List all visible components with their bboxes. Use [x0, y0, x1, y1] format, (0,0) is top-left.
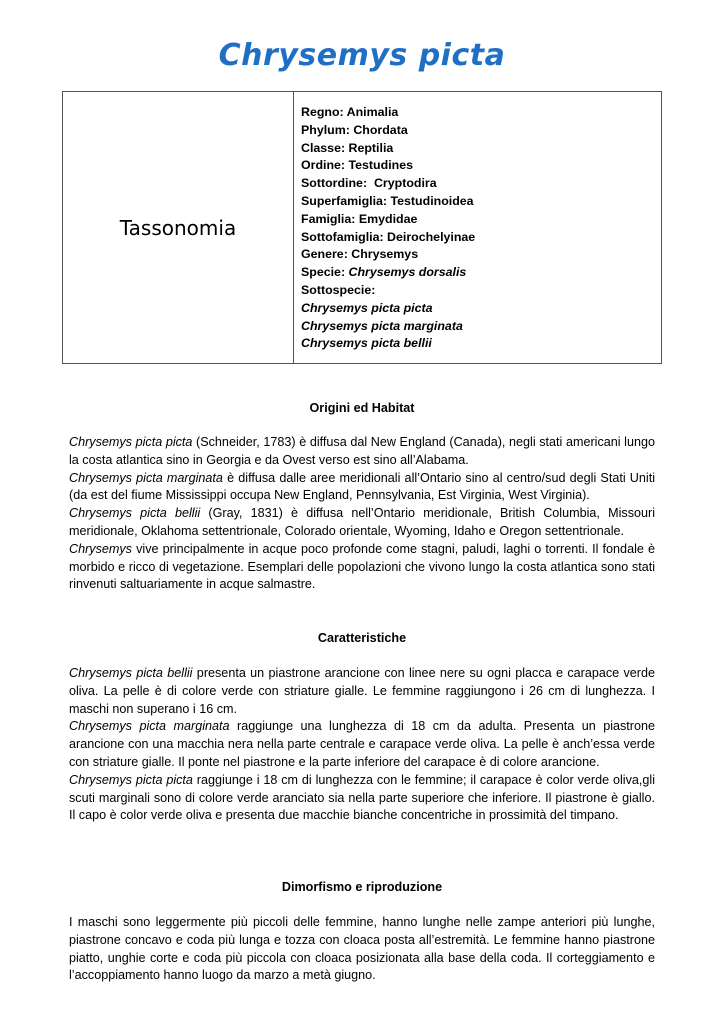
subspecies-2-name: Chrysemys picta marginata	[301, 318, 463, 333]
caratteristiche-paragraph-2	[69, 718, 655, 771]
caratteristiche-paragraph-1	[69, 665, 655, 718]
taxonomy-heading: Tassonomia	[119, 215, 237, 240]
document-title: Chrysemys picta	[218, 38, 506, 73]
taxonomy-specie-label: Specie:	[301, 265, 349, 280]
taxonomy-sottordine: Sottordine: Cryptodira	[301, 176, 437, 191]
taxonomy-sottospecie: Sottospecie:	[301, 282, 376, 297]
caratteristiche-p1-text: presenta un piastrone arancione con linee nere su ogni placca e carapace verde oliva. La pelle è di colore verde con striature gialle. Le femmine raggiungono i 26 cm di lunghezza. I maschi non superano i 16 cm.	[69, 666, 655, 716]
section-caratteristiche	[69, 665, 655, 825]
taxonomy-famiglia: Famiglia: Emydidae	[301, 211, 418, 226]
origini-paragraph-4	[69, 541, 655, 594]
caratteristiche-p3-name: Chrysemys picta picta	[69, 772, 193, 787]
origini-p4-name: Chrysemys	[69, 541, 132, 556]
taxonomy-superfamiglia: Superfamiglia: Testudinoidea	[301, 193, 474, 208]
taxonomy-specie	[301, 264, 475, 282]
origini-paragraph-1	[69, 434, 655, 470]
origini-p3-name: Chrysemys picta bellii	[69, 506, 201, 521]
section-origini	[69, 434, 655, 594]
taxonomy-regno: Regno: Animalia	[301, 105, 399, 119]
caratteristiche-paragraph-3	[69, 772, 655, 825]
subspecies-3-name: Chrysemys picta bellii	[301, 336, 432, 351]
origini-p2-text: è diffusa dalle aree meridionali all’Ontario sino al centro/sud degli Stati Uniti (da est del fiume Mississippi occupa New England, Pennsylvania, Est Virginia, West Virginia).	[69, 470, 656, 503]
taxonomy-ordine: Ordine: Testudines	[301, 158, 413, 173]
origini-p4-text: vive principalmente in acque poco profonde come stagni, paludi, laghi o torrenti. Il fondale è morbido e ricco di vegetazione. Esemplari delle popolazioni che vivono lungo la costa atlantica sono stati rinvenuti saltuariamente in acque salmastre.	[69, 541, 655, 592]
heading-caratteristiche: Caratteristiche	[317, 631, 407, 645]
origini-p1-name: Chrysemys picta picta	[69, 435, 193, 449]
taxonomy-phylum: Phylum: Chordata	[301, 122, 408, 137]
caratteristiche-p2-text: raggiunge una lunghezza di 18 cm da adulta. Presenta un piastrone arancione con una macchia nera nella parte centrale e carapace verde oliva. La pelle è anch’essa verde con striature gialle. Il ponte nel piastrone e la parte inferiore del carapace è di colore arancione.	[69, 719, 656, 769]
origini-p1-text: (Schneider, 1783) è diffusa dal New England (Canada), negli stati americani lungo la costa atlantica sino in Georgia e da Ovest verso est sino all’Alabama.	[69, 435, 655, 467]
dimorfismo-paragraph-1: I maschi sono leggermente più piccoli delle femmine, hanno lunghe nelle zampe anteriori più lunghe, piastrone concavo e coda più lunga e tozza con cloaca posta all’estremità. Le femmine hanno piastrone piatto, unghie corte e coda più piccola con cloaca posizionata alla base della coda. Il corteggiamento e l’accoppiamento hanno luogo da marzo a metà giugno.	[69, 915, 655, 983]
taxonomy-genere: Genere: Chrysemys	[301, 247, 419, 262]
origini-paragraph-2	[69, 470, 655, 506]
taxonomy-classe: Classe: Reptilia	[301, 140, 394, 155]
taxonomy-sottofamiglia: Sottofamiglia: Deirochelyinae	[301, 229, 476, 244]
taxonomy-subspecies-1	[301, 300, 475, 318]
taxonomy-list-cell	[294, 92, 475, 363]
caratteristiche-p1-name: Chrysemys picta bellii	[69, 666, 193, 680]
caratteristiche-p3-text: raggiunge i 18 cm di lunghezza con le femmine; il carapace è color verde oliva,gli scuti marginali sono di colore verde aranciato sia nella parte superiore che inferiore. Il piastrone è giallo. Il capo è color verde oliva e presenta due macchie bianche concentriche in prossimità del timpano.	[69, 772, 655, 823]
heading-dimorfismo: Dimorfismo e riproduzione	[281, 880, 443, 894]
section-dimorfismo	[69, 914, 655, 985]
heading-origini: Origini ed Habitat	[309, 401, 415, 415]
taxonomy-table	[62, 91, 662, 364]
caratteristiche-p2-name: Chrysemys picta marginata	[69, 719, 230, 734]
subspecies-1-name: Chrysemys picta picta	[301, 300, 433, 315]
origini-paragraph-3	[69, 505, 655, 541]
taxonomy-subspecies-2	[301, 318, 475, 336]
origini-p3-text: (Gray, 1831) è diffusa nell’Ontario meridionale, British Columbia, Missouri meridionale, Oklahoma settentrionale, Colorado orientale, Wyoming, Idaho e Oregon settentrionale.	[69, 506, 655, 538]
origini-p2-name: Chrysemys picta marginata	[69, 470, 223, 485]
taxonomy-subspecies-3	[301, 335, 475, 353]
taxonomy-specie-value: Chrysemys dorsalis	[348, 265, 467, 280]
taxonomy-heading-cell	[63, 92, 294, 363]
